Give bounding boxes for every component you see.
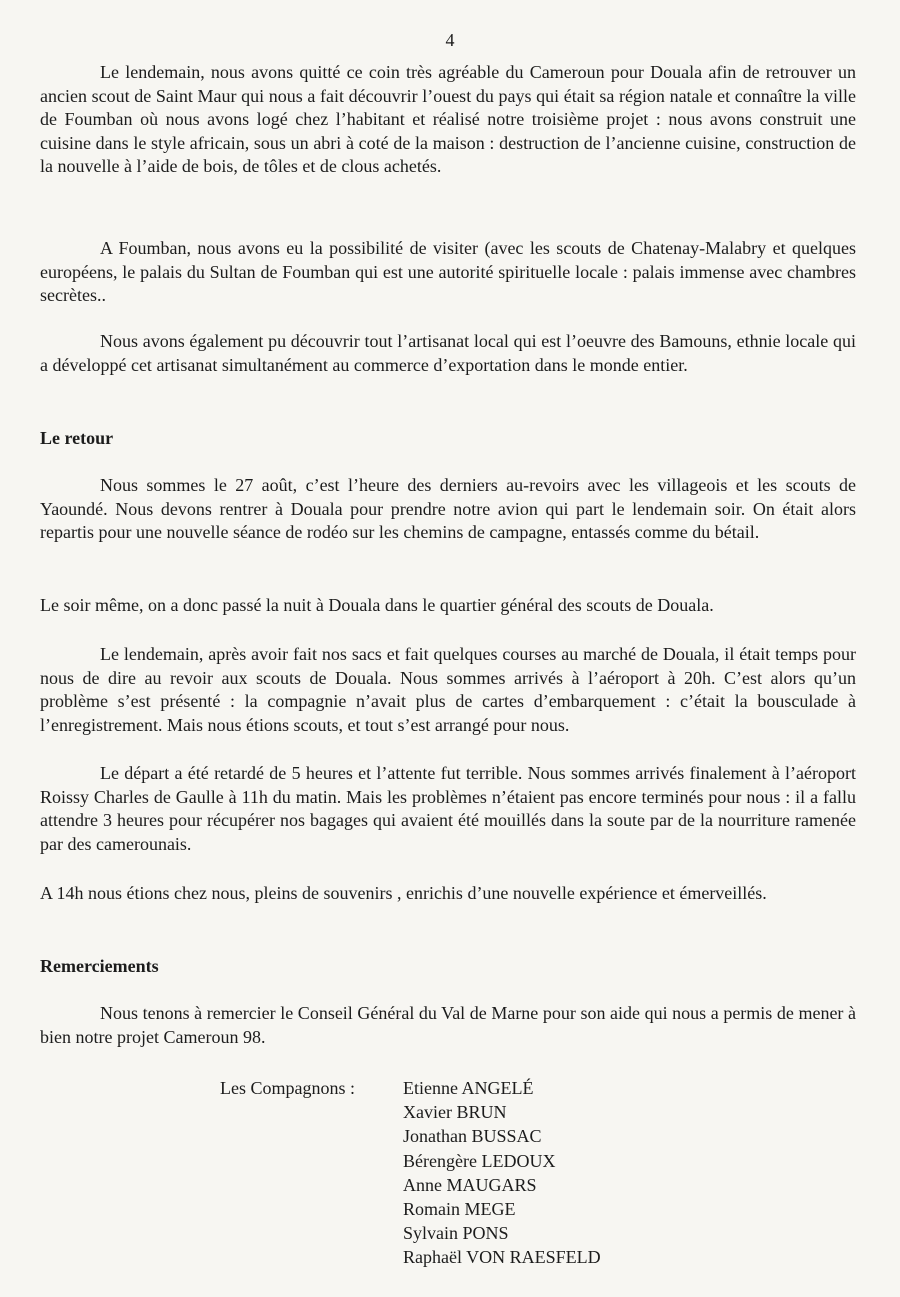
heading-remerciements: Remerciements <box>40 956 159 976</box>
compagnons-list <box>403 1076 601 1270</box>
paragraph-aeroport-douala: Le lendemain, après avoir fait nos sacs et fait quelques courses au marché de Douala, il était temps pour nous de dire au revoir aux scouts de Douala. Nous sommes arrivés à l’aéroport à 20h. C’est alors qu’un problème s’est présenté : la compagnie n’avait plus de cartes d’embarquement : c’était la bousculade à l’enregistrement. Mais nous étions scouts, et tout s’est arrangé pour nous. <box>40 644 856 735</box>
compagnon-name: Jonathan BUSSAC <box>403 1126 542 1147</box>
compagnon-name: Romain MEGE <box>403 1199 516 1220</box>
compagnon-name: Raphaël VON RAESFELD <box>403 1247 601 1268</box>
compagnon-name: Sylvain PONS <box>403 1223 509 1244</box>
heading-le-retour: Le retour <box>40 428 114 448</box>
compagnon-name: Etienne ANGELÉ <box>403 1078 534 1098</box>
paragraph-douala-foumban: Le lendemain, nous avons quitté ce coin très agréable du Cameroun pour Douala afin de retrouver un ancien scout de Saint Maur qui nous a fait découvrir l’ouest du pays qui était sa région natale et connaître la ville de Foumban où nous avons logé chez l’habitant et réalisé notre troisième projet : nous avons construit une cuisine dans le style africain, sous un abri à coté de la maison : destruction de l’ancienne cuisine, construction de la nouvelle à l’aide de bois, de tôles et de clous achetés. <box>40 62 856 177</box>
paragraph-arrivee: A 14h nous étions chez nous, pleins de souvenirs , enrichis d’une nouvelle expérience et émerveillés. <box>40 883 767 903</box>
paragraph-palais-sultan: A Foumban, nous avons eu la possibilité de visiter (avec les scouts de Chatenay-Malabry et quelques européens, le palais du Sultan de Foumban qui est une autorité spirituelle locale : palais immense avec chambres secrètes.. <box>40 238 856 306</box>
paragraph-retard-roissy: Le départ a été retardé de 5 heures et l’attente fut terrible. Nous sommes arrivés finalement à l’aéroport Roissy Charles de Gaulle à 11h du matin. Mais les problèmes n’étaient pas encore terminés pour nous : il a fallu attendre 3 heures pour récupérer nos bagages qui avaient été mouillés dans la soute par de la nourriture ramenée par des camerounais. <box>40 763 856 854</box>
compagnon-name: Xavier BRUN <box>403 1102 507 1123</box>
paragraph-nuit-douala: Le soir même, on a donc passé la nuit à Douala dans le quartier général des scouts de Douala. <box>40 595 714 615</box>
paragraph-remerciements: Nous tenons à remercier le Conseil Général du Val de Marne pour son aide qui nous a permis de mener à bien notre projet Cameroun 98. <box>40 1003 856 1047</box>
paragraph-depart-village: Nous sommes le 27 août, c’est l’heure des derniers au-revoirs avec les villageois et les scouts de Yaoundé. Nous devons rentrer à Douala pour prendre notre avion qui part le lendemain soir. On était alors repartis pour une nouvelle séance de rodéo sur les chemins de campagne, entassés comme du bétail. <box>40 475 856 543</box>
page-number: 4 <box>445 30 455 50</box>
compagnon-name: Anne MAUGARS <box>403 1174 537 1195</box>
compagnon-name: Bérengère LEDOUX <box>403 1150 556 1171</box>
paragraph-artisanat: Nous avons également pu découvrir tout l’artisanat local qui est l’oeuvre des Bamouns, ethnie locale qui a développé cet artisanat simultanément au commerce d’exportation dans le monde entier. <box>40 331 856 375</box>
compagnons-label: Les Compagnons : <box>220 1078 355 1098</box>
